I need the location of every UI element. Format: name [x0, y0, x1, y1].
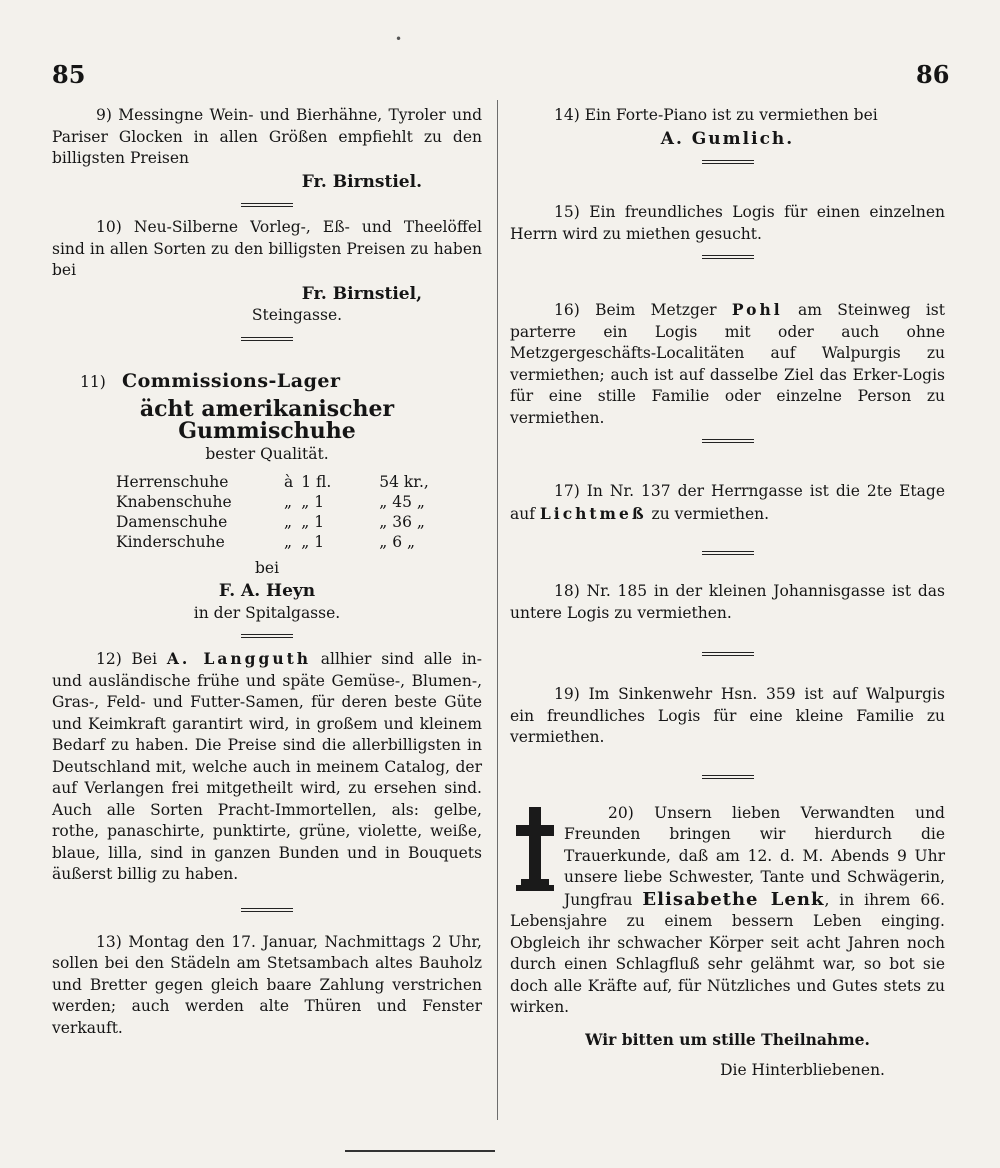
- ad-closing: Wir bitten um stille Theilnahme.: [585, 1029, 870, 1049]
- deceased-name: Elisabethe Lenk: [642, 888, 825, 910]
- left-column: [52, 105, 482, 1049]
- ad-intro: Bei: [131, 650, 158, 668]
- ad-street: Steingasse.: [251, 306, 343, 324]
- ad-intro: Beim Metzger: [595, 301, 717, 319]
- separator: [241, 203, 293, 207]
- ad-number: 17): [554, 482, 580, 500]
- ad-12: [52, 648, 482, 886]
- ad-15: [510, 202, 945, 245]
- ad-number: 13): [96, 932, 122, 951]
- ad-number: 14): [554, 106, 580, 124]
- ad-text: zu vermiethen.: [651, 504, 770, 523]
- separator: [702, 160, 754, 164]
- separator: [702, 551, 754, 555]
- separator: [702, 255, 754, 259]
- ad-9: [52, 105, 482, 193]
- table-row: Herrenschuhe à 1 fl. 54 kr.,: [116, 472, 429, 491]
- ad-merchant-name: Pohl: [731, 300, 783, 319]
- ad-signature: Fr. Birnstiel,: [301, 283, 422, 304]
- ad-number: 19): [554, 685, 580, 703]
- ad-text: Im Sinkenwehr Hsn. 359 ist auf Walpurgis ein freundliches Logis für eine kleine Familie zu vermiethen.: [510, 685, 945, 746]
- ad-text: Unsern lieben Verwandten und Freunden bringen wir hierdurch die Trauerkunde, daß am 12. d. M. Abends 9 Uhr unsere liebe Schwester, Tante und Schwägerin, Jungfrau: [564, 803, 945, 909]
- right-page-number: 86: [916, 60, 950, 89]
- separator: [241, 908, 293, 912]
- table-row: Damenschuhe „ „ 1 „ 36 „: [116, 512, 425, 531]
- ad-14: [510, 105, 945, 150]
- ad-text: In Nr. 137 der Herrngasse ist die 2te Etage auf: [510, 482, 945, 523]
- table-row: Knabenschuhe „ „ 1 „ 45 „: [116, 492, 425, 511]
- ad-text: Neu-Silberne Vorleg-, Eß- und Theelöffel sind in allen Sorten zu den billigsten Preisen zu haben bei: [52, 218, 482, 279]
- ad-text: Ein Forte-Piano ist zu vermiethen bei: [584, 106, 878, 124]
- ad-number: 20): [608, 803, 634, 822]
- ad-number: 12): [96, 650, 122, 668]
- bottom-rule: [345, 1150, 495, 1152]
- ad-text: , in ihrem 66. Lebensjahre zu einem bessern Leben einging. Obgleich ihr schwacher Körper seit acht Jahren noch durch einen Schlagfluß sehr gelähmt war, so bot sie doch alle Kräfte auf, für Nützliches und Gutes stets zu wirken.: [510, 890, 945, 1016]
- separator: [241, 634, 293, 638]
- ad-number: 18): [554, 582, 580, 600]
- ad-16: [510, 299, 945, 429]
- left-page-number: 85: [52, 60, 86, 89]
- ad-number: 11): [80, 372, 106, 391]
- ad-number: 9): [96, 106, 112, 124]
- ad-quality: bester Qualität.: [205, 445, 329, 463]
- ad-subheading: ächt amerikanischer Gummischuhe: [139, 396, 395, 444]
- ad-signature: A. Gumlich.: [660, 128, 795, 149]
- ad-17: [510, 481, 945, 525]
- ad-signature: Fr. Birnstiel.: [301, 171, 422, 192]
- separator: [702, 775, 754, 779]
- ad-18: [510, 581, 945, 624]
- price-table: [112, 472, 433, 552]
- ad-text: allhier sind alle in- und ausländische frühe und späte Gemüse-, Blumen-, Gras-, Feld- und Futter-Samen, für deren beste Güte und Keimkraft garantirt wird, in großem und kleinem Bedarf zu haben. Die Preise sind die allerbilligsten in Deutschland mit, welche auch in meinem Catalog, der auf Verlangen frei mitgetheilt wird, zu ersehen sind. Auch alle Sorten Pracht-Immortellen, als: gelbe, rothe, panaschirte, punktirte, grüne, violette, weiße, blaue, lilla, sind in ganzen Bunden und in Bouquets äußerst billig zu haben.: [52, 650, 482, 883]
- ad-text: am Steinweg ist parterre ein Logis mit oder auch ohne Metzgergeschäfts-Localitäten auf Walpurgis zu vermiethen; auch ist auf dasselbe Ziel das Erker-Logis für eine stille Familie oder einzelne Person zu vermiethen.: [510, 301, 945, 427]
- ad-signature: F. A. Heyn: [218, 581, 316, 601]
- separator: [702, 652, 754, 656]
- ad-11: [52, 371, 482, 625]
- ad-number: 15): [554, 203, 580, 221]
- ad-text: Ein freundliches Logis für einen einzelnen Herrn wird zu miethen gesucht.: [510, 203, 945, 243]
- column-divider: [497, 100, 498, 1120]
- ad-19: [510, 684, 945, 749]
- separator: [241, 337, 293, 341]
- ad-number: 16): [554, 301, 580, 319]
- ad-10: [52, 217, 482, 327]
- ad-by: bei: [254, 558, 280, 577]
- ad-text: Messingne Wein- und Bierhähne, Tyroler und Pariser Glocken in allen Größen empfiehlt zu den billigsten Preisen: [52, 106, 482, 167]
- right-column: [510, 105, 945, 1092]
- ad-text: Nr. 185 in der kleinen Johannisgasse ist das untere Logis zu vermiethen.: [510, 582, 945, 622]
- ad-heirs: Die Hinterbliebenen.: [720, 1061, 885, 1079]
- mourning-cross-icon: [512, 803, 558, 895]
- ad-heading: Commissions-Lager: [122, 369, 341, 392]
- ad-location: in der Spitalgasse.: [193, 603, 341, 622]
- ad-number: 10): [96, 218, 122, 236]
- separator: [702, 439, 754, 443]
- ad-13: [52, 932, 482, 1040]
- page-speck: •: [395, 32, 403, 46]
- ad-emphasis: Lichtmeß: [539, 503, 647, 523]
- ad-20: [510, 803, 945, 1082]
- ad-merchant-name: A. Langguth: [166, 649, 312, 668]
- ad-text: Montag den 17. Januar, Nachmittags 2 Uhr, sollen bei den Städeln am Stetsambach altes Bauholz und Bretter gegen gleich baare Zahlung verstrichen werden; auch werden alte Thüren und Fenster verkauft.: [52, 932, 482, 1037]
- table-row: Kinderschuhe „ „ 1 „ 6 „: [116, 532, 416, 551]
